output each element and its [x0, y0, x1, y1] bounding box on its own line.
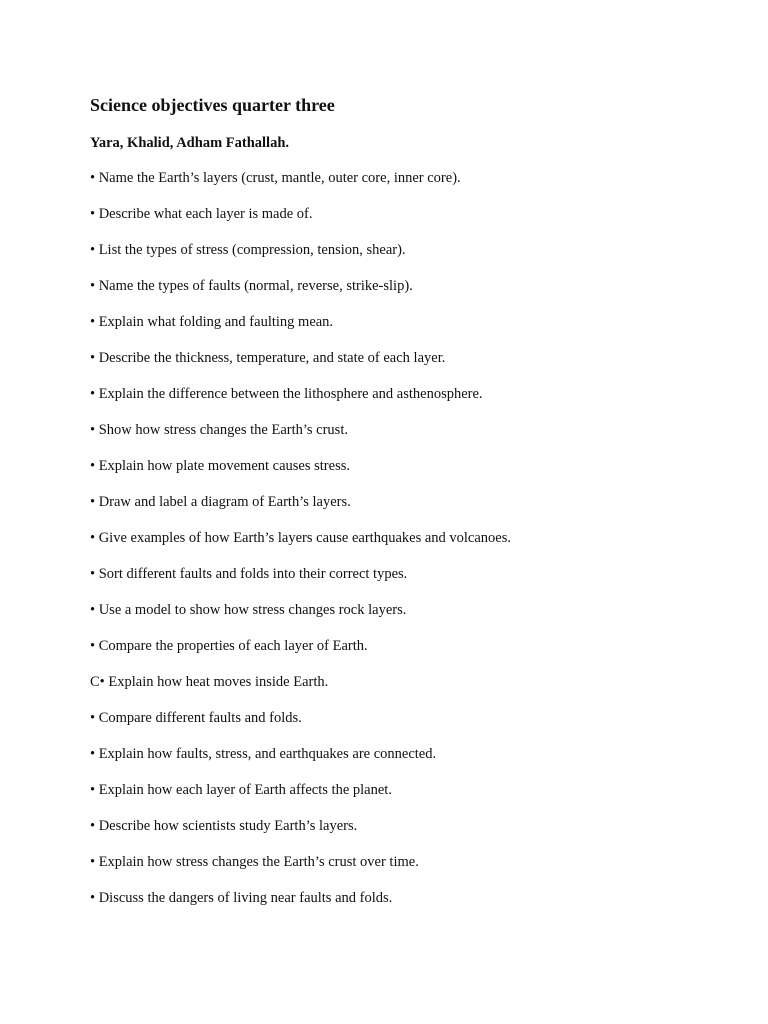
objective-item: • Explain how each layer of Earth affects the planet. — [90, 782, 392, 798]
objective-item: • Name the Earth’s layers (crust, mantle, outer core, inner core). — [90, 170, 461, 186]
objective-item: • Sort different faults and folds into their correct types. — [90, 566, 408, 582]
objective-item: • Show how stress changes the Earth’s crust. — [90, 422, 348, 438]
objective-item: • Draw and label a diagram of Earth’s layers. — [90, 494, 351, 510]
objective-item: • Explain how stress changes the Earth’s crust over time. — [90, 854, 419, 870]
objective-item: • Describe how scientists study Earth’s layers. — [90, 818, 358, 834]
objective-item: • List the types of stress (compression, tension, shear). — [90, 242, 406, 258]
objective-item: • Compare different faults and folds. — [90, 710, 302, 726]
objective-item: • Explain the difference between the lithosphere and asthenosphere. — [90, 386, 483, 402]
document-title: Science objectives quarter three — [90, 95, 335, 115]
objective-item: • Describe the thickness, temperature, and state of each layer. — [90, 350, 446, 366]
objective-item: • Explain what folding and faulting mean. — [90, 314, 334, 330]
objective-item: C• Explain how heat moves inside Earth. — [90, 674, 329, 690]
objective-item: • Describe what each layer is made of. — [90, 206, 313, 222]
document-authors: Yara, Khalid, Adham Fathallah. — [90, 135, 290, 151]
objective-item: • Explain how plate movement causes stress. — [90, 458, 350, 474]
objective-item: • Compare the properties of each layer of Earth. — [90, 638, 368, 654]
objective-item: • Give examples of how Earth’s layers cause earthquakes and volcanoes. — [90, 530, 511, 546]
objective-item: • Use a model to show how stress changes rock layers. — [90, 602, 407, 618]
objective-item: • Discuss the dangers of living near faults and folds. — [90, 890, 393, 906]
objectives-list — [90, 168, 511, 924]
objective-item: • Name the types of faults (normal, reverse, strike-slip). — [90, 278, 413, 294]
objective-item: • Explain how faults, stress, and earthquakes are connected. — [90, 746, 437, 762]
